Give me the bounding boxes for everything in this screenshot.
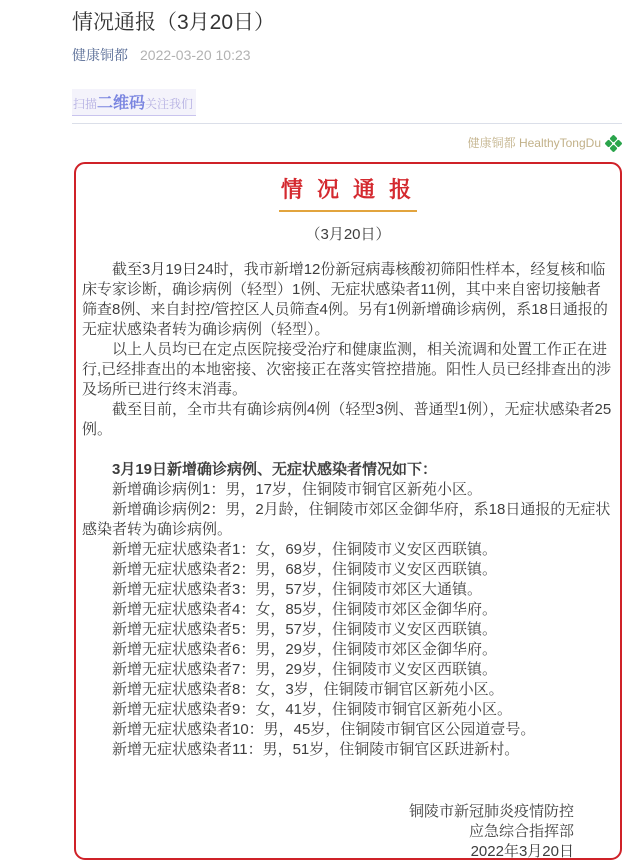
signature-line: 铜陵市新冠肺炎疫情防控: [408, 803, 574, 821]
case-line: 新增无症状感染者9：女，41岁，住铜陵市铜官区新苑小区。: [112, 701, 513, 719]
case-line: 新增无症状感染者7：男，29岁，住铜陵市义安区西联镇。: [112, 661, 498, 679]
follow-banner-qrcode-label: 二维码: [97, 95, 146, 112]
case-line: 新增无症状感染者1：女，69岁，住铜陵市义安区西联镇。: [112, 541, 498, 559]
case-line: 新增无症状感染者5：男，57岁，住铜陵市义安区西联镇。: [112, 621, 498, 639]
notice-body: [82, 260, 614, 760]
notice-subheading: （3月20日）: [305, 226, 391, 244]
content-divider: [72, 123, 622, 124]
signature-line: 应急综合指挥部: [468, 823, 574, 841]
article-meta: [72, 46, 622, 64]
article-header: [0, 0, 630, 64]
case-line: 新增无症状感染者10：男，45岁，住铜陵市铜官区公园道壹号。: [112, 721, 536, 739]
publish-timestamp: 2022-03-20 10:23: [140, 47, 251, 63]
case-line: 新增无症状感染者2：男，68岁，住铜陵市义安区西联镇。: [112, 561, 498, 579]
notice-heading-underline: [279, 210, 417, 212]
case-list-heading: 3月19日新增确诊病例、无症状感染者情况如下：: [112, 461, 438, 479]
case-line: 新增无症状感染者3：男，57岁，住铜陵市郊区大通镇。: [112, 581, 483, 599]
brand-watermark: [0, 135, 622, 152]
case-line: 新增无症状感染者8：女，3岁，住铜陵市铜官区新苑小区。: [112, 681, 504, 699]
follow-qrcode-banner[interactable]: [72, 89, 196, 116]
signature-line: 2022年3月20日: [470, 843, 574, 861]
signature-block: [82, 802, 614, 862]
account-name-link[interactable]: 健康铜都: [72, 47, 128, 63]
notice-paragraph: 截至目前，全市共有确诊病例4例（轻型3例、普通型1例），无症状感染者25例。: [82, 401, 612, 439]
notice-paragraph: 以上人员均已在定点医院接受治疗和健康监测，相关流调和处置工作正在进行,已经排查出的本地密接、次密接正在落实管控措施。阳性人员已经排查出的涉及场所已进行终末消毒。: [82, 341, 612, 399]
green-clover-diamond-icon: [605, 135, 622, 152]
follow-banner-suffix: 关注我们: [145, 97, 194, 111]
case-line: 新增确诊病例2：男，2月龄，住铜陵市郊区金御华府，系18日通报的无症状感染者转为确诊病例。: [82, 501, 611, 539]
case-line: 新增无症状感染者11：男，51岁，住铜陵市铜官区跃进新村。: [112, 741, 520, 759]
follow-banner-prefix: 扫描: [73, 97, 98, 111]
notice-heading: 情 况 通 报: [280, 177, 416, 203]
brand-watermark-text: 健康铜都 HealthyTongDu: [467, 136, 601, 151]
case-line: 新增无症状感染者6：男，29岁，住铜陵市郊区金御华府。: [112, 641, 498, 659]
notice-box: [74, 162, 622, 860]
case-line: 新增无症状感染者4：女，85岁，住铜陵市郊区金御华府。: [112, 601, 498, 619]
notice-paragraph: 截至3月19日24时，我市新增12份新冠病毒核酸初筛阳性样本，经复核和临床专家诊断，确诊病例（轻型）1例、无症状感染者11例，其中来自密切接触者筛查8例、来自封控/管控区人员筛查4例。另有1例新增确诊病例，系18日通报的无症状感染者转为确诊病例（轻型）。: [82, 261, 608, 339]
case-line: 新增确诊病例1：男，17岁，住铜陵市铜官区新苑小区。: [112, 481, 483, 499]
page-title: 情况通报（3月20日）: [72, 11, 276, 34]
